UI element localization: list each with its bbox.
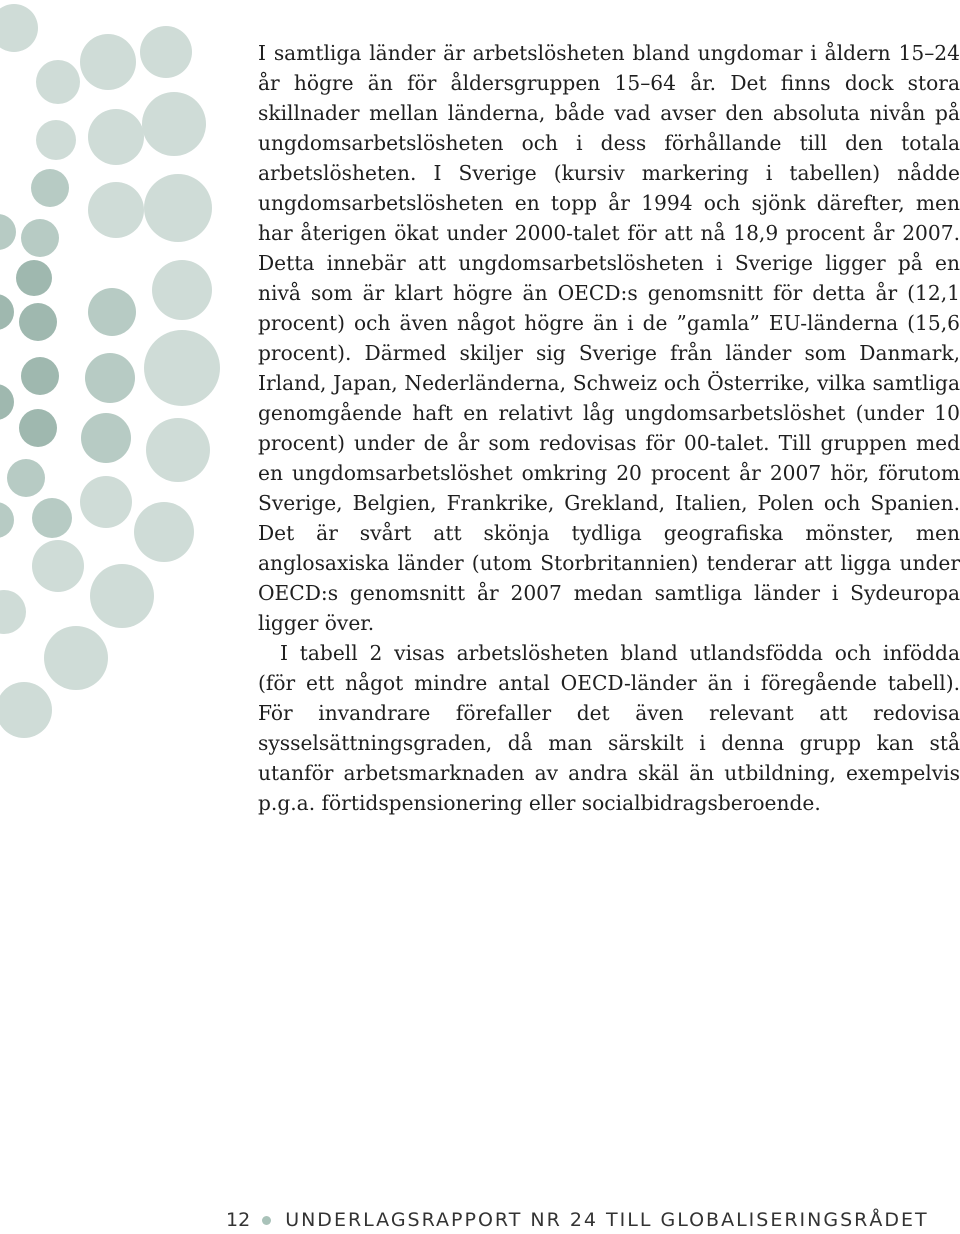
decorative-dot — [80, 34, 136, 90]
decorative-dot — [80, 476, 132, 528]
decorative-dot — [7, 459, 45, 497]
decorative-dot — [0, 294, 14, 330]
decorative-dot — [36, 60, 80, 104]
decorative-dot — [134, 502, 194, 562]
running-title: UNDERLAGSRAPPORT NR 24 TILL GLOBALISERINGSRÅDET — [285, 1209, 929, 1231]
decorative-dot — [88, 109, 144, 165]
page-footer — [226, 1206, 960, 1234]
paragraph-2: I tabell 2 visas arbetslösheten bland utlandsfödda och infödda (för ett något mindre antal OECD-länder än i föregående tabell). För invandrare förefaller det även relevant att redovisa sysselsättningsgraden, då man särskilt i denna grupp kan stå utanför arbetsmarknaden av andra skäl än utbildning, exempelvis p.g.a. förtidspensionering eller socialbidragsberoende. — [258, 641, 960, 815]
decorative-dot — [140, 26, 192, 78]
decorative-dot — [146, 418, 210, 482]
decorative-dot — [142, 92, 206, 156]
decorative-dot — [16, 260, 52, 296]
decorative-dot — [19, 303, 57, 341]
decorative-dot — [152, 260, 212, 320]
decorative-dot — [21, 219, 59, 257]
decorative-dot — [88, 288, 136, 336]
decorative-dot — [32, 498, 72, 538]
decorative-dot — [144, 174, 212, 242]
bullet-dot-icon — [262, 1216, 271, 1225]
decorative-dot — [44, 626, 108, 690]
body-text — [258, 38, 960, 818]
decorative-dot — [32, 540, 84, 592]
decorative-dot-pattern — [0, 0, 240, 760]
decorative-dot — [0, 4, 38, 52]
decorative-dot — [36, 120, 76, 160]
decorative-dot — [0, 590, 26, 634]
page-number: 12 — [226, 1209, 251, 1231]
decorative-dot — [0, 502, 14, 538]
decorative-dot — [0, 682, 52, 738]
decorative-dot — [31, 169, 69, 207]
decorative-dot — [19, 409, 57, 447]
decorative-dot — [90, 564, 154, 628]
decorative-dot — [0, 384, 14, 420]
decorative-dot — [85, 353, 135, 403]
decorative-dot — [88, 182, 144, 238]
paragraph-1: I samtliga länder är arbetslösheten bland ungdomar i åldern 15–24 år högre än för åldersgruppen 15–64 år. Det finns dock stora skillnader mellan länderna, både vad avser den absoluta nivån på ungdomsarbetslösheten och i dess förhållande till den totala arbetslösheten. I Sverige (kursiv markering i tabellen) nådde ungdomsarbetslösheten en topp år 1994 och sjönk därefter, men har återigen ökat under 2000-talet för att nå 18,9 procent år 2007. Detta innebär att ungdomsarbetslösheten i Sverige ligger på en nivå som är klart högre än OECD:s genomsnitt för detta år (12,1 procent) och även något högre än i de ”gamla” EU-länderna (15,6 procent). Därmed skiljer sig Sverige från länder som Danmark, Irland, Japan, Nederländerna, Schweiz och Österrike, vilka samtliga genomgående haft en relativt låg ungdomsarbetslöshet (under 10 procent) under de år som redovisas för 00-talet. Till gruppen med en ungdomsarbetslöshet omkring 20 procent år 2007 hör, förutom Sverige, Belgien, Frankrike, Grekland, Italien, Polen och Spanien. Det är svårt att skönja tydliga geografiska mönster, men anglosaxiska länder (utom Storbritannien) tenderar att ligga under OECD:s genomsnitt år 2007 medan samtliga länder i Sydeuropa ligger över. — [258, 41, 960, 635]
decorative-dot — [144, 330, 220, 406]
decorative-dot — [0, 214, 16, 250]
decorative-dot — [21, 357, 59, 395]
decorative-dot — [81, 413, 131, 463]
